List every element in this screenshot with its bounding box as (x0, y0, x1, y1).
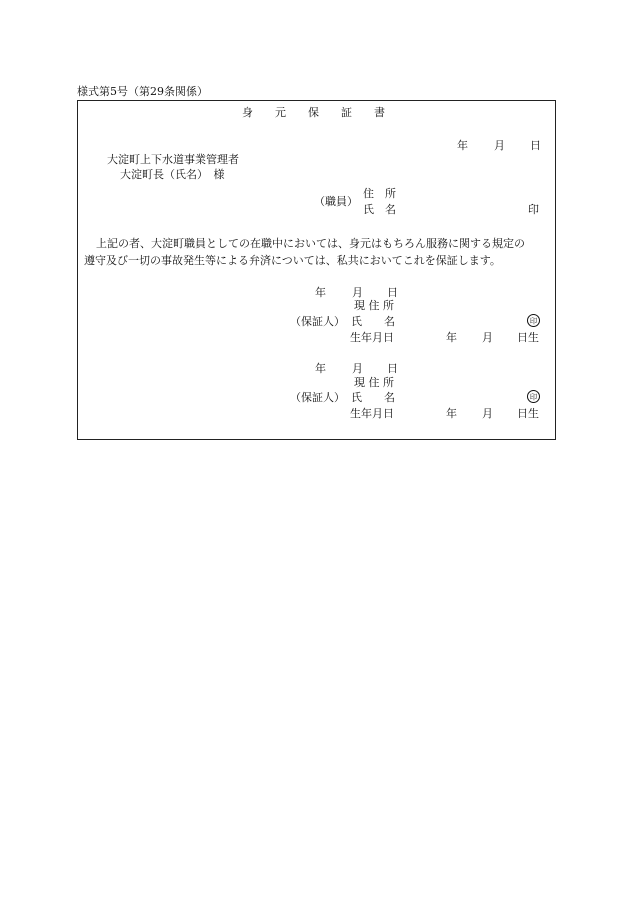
addressee-line-1: 大淀町上下水道事業管理者 (107, 153, 239, 166)
guarantor-2-name-label: 氏 名 (351, 391, 395, 404)
document-title: 身 元 保 証 書 (242, 106, 385, 119)
guarantor-2-date-day: 日 (387, 362, 398, 375)
guarantor-1-date-month: 月 (352, 286, 363, 299)
body-text-line-2: 遵守及び一切の事故発生等による弁済については、私共においてこれを保証します。 (84, 254, 501, 267)
employee-seal: 印 (528, 203, 539, 216)
guarantor-2-seal-icon: 印 (527, 390, 540, 403)
document-frame (77, 100, 556, 440)
guarantor-2-birth-day: 日生 (517, 407, 539, 420)
guarantor-1-name-label: 氏 名 (351, 315, 395, 328)
guarantor-1-birth-day: 日生 (517, 331, 539, 344)
guarantor-1-date-day: 日 (387, 286, 398, 299)
guarantor-2-birth-month: 月 (482, 407, 493, 420)
employee-name-label: 氏 名 (363, 203, 396, 216)
employee-role: （職員） (314, 195, 358, 208)
guarantor-2-role: （保証人） (290, 391, 345, 404)
guarantor-1-birth-month: 月 (482, 331, 493, 344)
date-day: 日 (530, 139, 541, 152)
guarantor-2-date-month: 月 (352, 362, 363, 375)
date-month: 月 (494, 139, 505, 152)
guarantor-2-birth-label: 生年月日 (350, 407, 394, 420)
guarantor-2-address-label: 現 住 所 (354, 376, 394, 389)
employee-address-label: 住 所 (363, 187, 396, 200)
date-year: 年 (457, 139, 468, 152)
body-text-line-1: 上記の者、大淀町職員としての在職中においては、身元はもちろん服務に関する規定の (96, 237, 525, 250)
addressee-line-2: 大淀町長（氏名） 様 (120, 168, 225, 181)
guarantor-1-role: （保証人） (290, 315, 345, 328)
guarantor-1-seal-icon: 印 (527, 314, 540, 327)
guarantor-1-birth-year: 年 (446, 331, 457, 344)
guarantor-1-date-year: 年 (315, 286, 326, 299)
guarantor-2-date-year: 年 (315, 362, 326, 375)
guarantor-1-birth-label: 生年月日 (350, 331, 394, 344)
form-label: 様式第5号（第29条関係） (77, 85, 208, 98)
guarantor-2-birth-year: 年 (446, 407, 457, 420)
guarantor-1-address-label: 現 住 所 (354, 299, 394, 312)
